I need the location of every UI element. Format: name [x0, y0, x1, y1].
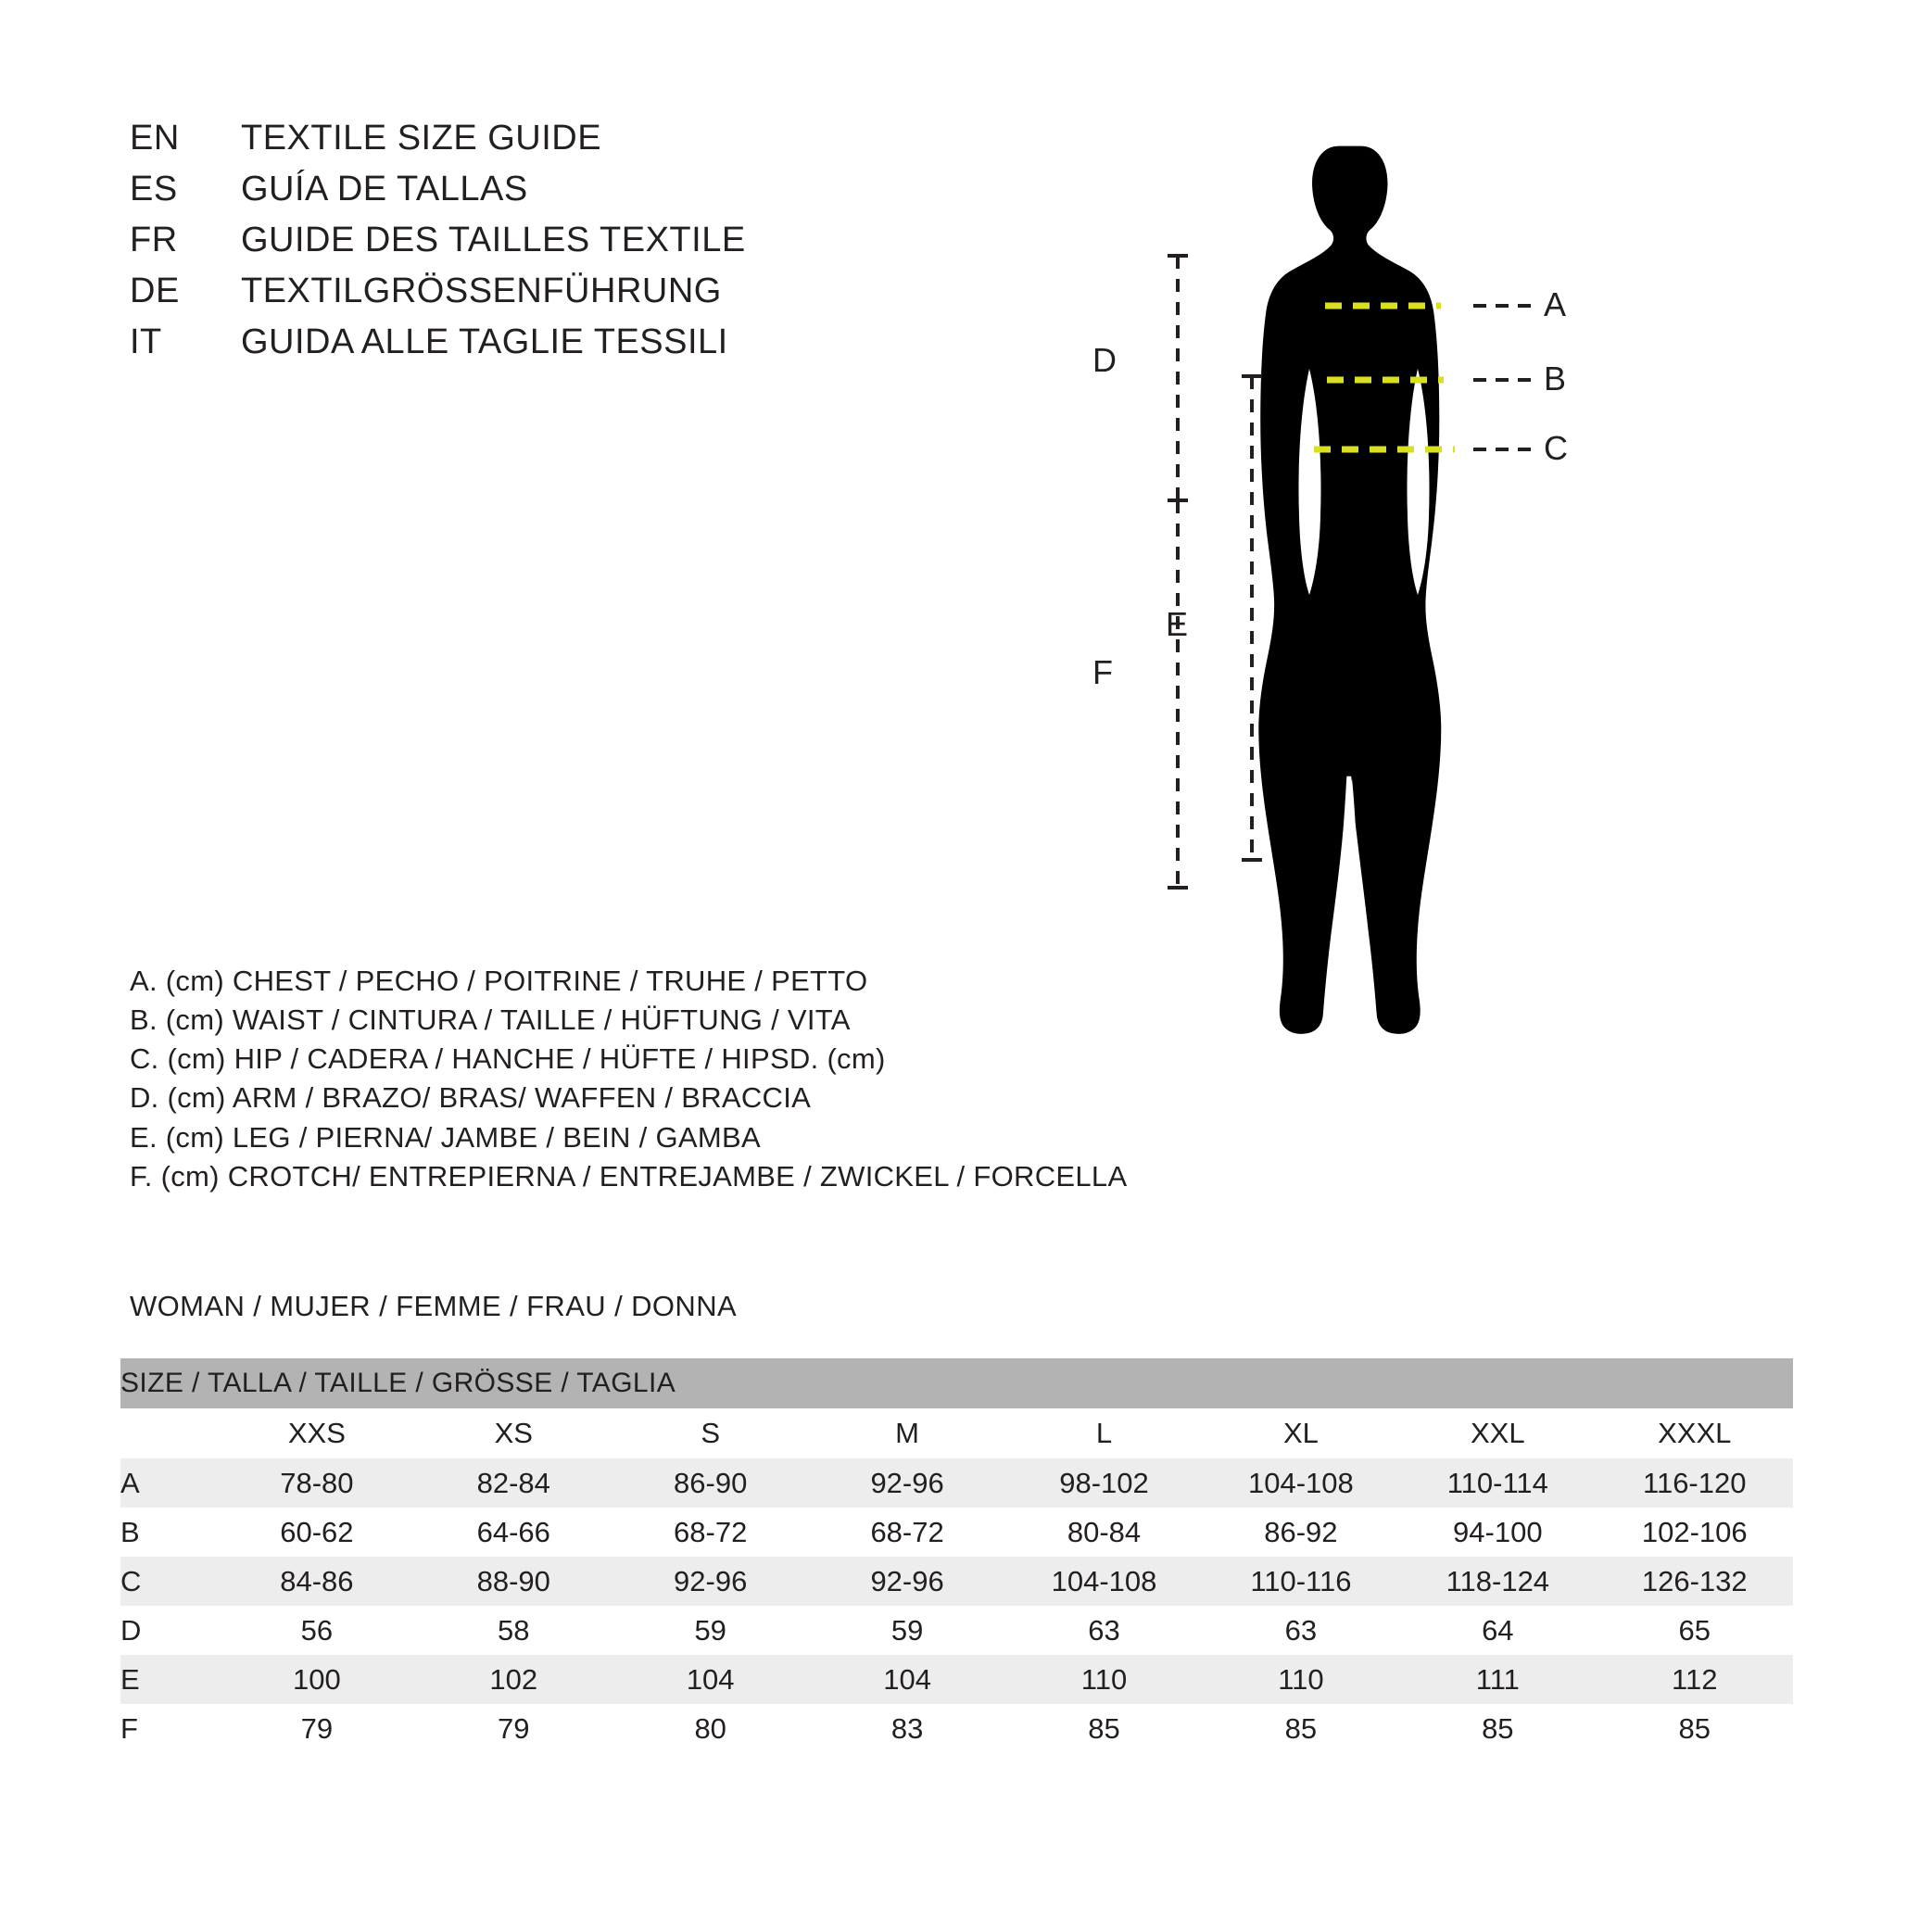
legend-item-a: A. (cm) CHEST / PECHO / POITRINE / TRUHE / PETTO [130, 965, 868, 997]
dimension-label-c: C [1544, 429, 1568, 467]
table-cell: 110 [1203, 1655, 1399, 1704]
table-cell: 64-66 [476, 1515, 550, 1548]
table-cell: 86-90 [612, 1458, 808, 1508]
table-corner-cell [120, 1408, 219, 1458]
table-cell: 82-84 [415, 1458, 612, 1508]
table-cell: 85 [1088, 1711, 1120, 1745]
table-cell: 85 [1482, 1711, 1514, 1745]
table-caption-row [120, 1358, 1793, 1408]
table-caption: SIZE / TALLA / TAILLE / GRÖSSE / TAGLIA [120, 1358, 1793, 1408]
legend-item-e: E. (cm) LEG / PIERNA/ JAMBE / BEIN / GAMBA [130, 1120, 761, 1154]
table-row-label: F [120, 1711, 138, 1745]
table-cell: 63 [1088, 1613, 1120, 1647]
legend-item-d: D. (cm) ARM / BRAZO/ BRAS/ WAFFEN / BRACCIA [130, 1081, 812, 1115]
legend-item-b: B. (cm) WAIST / CINTURA / TAILLE / HÜFTUNG / VITA [130, 1003, 851, 1037]
table-column-header: XXXL [1658, 1417, 1732, 1449]
table-row-label: D [120, 1613, 142, 1647]
table-cell: 88-90 [415, 1557, 612, 1606]
table-cell: 104 [612, 1655, 808, 1704]
table-cell: 83 [890, 1711, 924, 1745]
table-cell: 110-114 [1399, 1458, 1596, 1508]
title-row [130, 170, 890, 221]
title-lang-code: IT [130, 322, 162, 361]
table-cell: 104-108 [1005, 1557, 1202, 1606]
title-row [130, 322, 890, 373]
table-row-label: A [120, 1458, 219, 1508]
measurement-diagram [1092, 74, 1853, 1205]
table-cell: 78-80 [219, 1458, 415, 1508]
table-cell: 59 [890, 1613, 924, 1647]
table-cell: 94-100 [1453, 1515, 1543, 1548]
table-cell: 92-96 [612, 1557, 808, 1606]
title-text: TEXTILGRÖSSENFÜHRUNG [241, 271, 722, 310]
table-cell: 102-106 [1641, 1515, 1748, 1548]
table-cell: 60-62 [280, 1515, 354, 1548]
table-column-header: L [1095, 1417, 1113, 1449]
woman-silhouette [1190, 133, 1441, 1034]
title-lang-code: FR [130, 221, 178, 259]
table-cell: 85 [1678, 1711, 1711, 1745]
table-cell: 112 [1597, 1655, 1793, 1704]
table-column-header: XS [494, 1417, 533, 1449]
table-column-header: S [701, 1417, 721, 1449]
title-lang-code: EN [130, 119, 180, 158]
table-cell: 92-96 [809, 1458, 1005, 1508]
table-cell: 104 [809, 1655, 1005, 1704]
table-cell: 79 [498, 1711, 530, 1745]
legend-block [130, 962, 1195, 1196]
table-cell: 84-86 [219, 1557, 415, 1606]
figure-svg [1149, 74, 1853, 1205]
table-cell: 80 [694, 1711, 726, 1745]
legend-item-c: C. (cm) HIP / CADERA / HANCHE / HÜFTE / HIPSD. (cm) [130, 1042, 886, 1076]
table-cell: 126-132 [1597, 1557, 1793, 1606]
table-cell: 65 [1678, 1613, 1711, 1647]
dimension-label-a: A [1544, 285, 1567, 323]
table-row [120, 1557, 1793, 1606]
table-row [120, 1508, 1793, 1557]
dimension-label-b: B [1544, 360, 1567, 398]
table-cell: 111 [1399, 1655, 1596, 1704]
title-row [130, 119, 890, 170]
table-cell: 59 [694, 1613, 726, 1647]
title-lang-code: ES [130, 170, 178, 208]
title-text: GUÍA DE TALLAS [241, 170, 528, 208]
table-row-label: E [120, 1655, 219, 1704]
table-row [120, 1458, 1793, 1508]
table-cell: 116-120 [1597, 1458, 1793, 1508]
table-cell: 63 [1284, 1613, 1318, 1647]
title-lang-code: DE [130, 271, 180, 310]
table-cell: 56 [300, 1613, 334, 1647]
table-cell: 92-96 [809, 1557, 1005, 1606]
table-column-header: M [895, 1417, 919, 1449]
table-column-header: XL [1282, 1417, 1319, 1449]
table-column-header: XXL [1471, 1417, 1525, 1449]
group-label: WOMAN / MUJER / FEMME / FRAU / DONNA [130, 1290, 738, 1322]
title-row [130, 271, 890, 322]
table-cell: 79 [300, 1711, 334, 1745]
table-header-row [120, 1408, 1793, 1458]
legend-item-f: F. (cm) CROTCH/ ENTREPIERNA / ENTREJAMBE / ZWICKEL / FORCELLA [130, 1159, 1128, 1193]
dimension-label-d: D [1092, 341, 1117, 379]
table-cell: 110 [1005, 1655, 1202, 1704]
table-cell: 118-124 [1399, 1557, 1596, 1606]
table-row [120, 1655, 1793, 1704]
title-row [130, 221, 890, 271]
title-text: GUIDA ALLE TAGLIE TESSILI [241, 322, 728, 361]
table-cell: 85 [1284, 1711, 1318, 1745]
table-row [120, 1606, 1793, 1655]
table-cell: 64 [1482, 1613, 1514, 1647]
table-cell: 68-72 [870, 1515, 944, 1548]
table-row-label: C [120, 1557, 219, 1606]
table-cell: 100 [219, 1655, 415, 1704]
table-cell: 58 [498, 1613, 530, 1647]
dimension-label-e: E [1166, 605, 1189, 643]
title-text: TEXTILE SIZE GUIDE [241, 119, 602, 158]
table-cell: 104-108 [1203, 1458, 1399, 1508]
table-cell: 68-72 [674, 1515, 748, 1548]
table-column-header: XXS [287, 1417, 346, 1449]
dimension-label-f: F [1092, 653, 1113, 691]
size-table [120, 1358, 1793, 1753]
table-cell: 110-116 [1203, 1557, 1399, 1606]
title-text: GUIDE DES TAILLES TEXTILE [241, 221, 746, 259]
table-cell: 80-84 [1067, 1515, 1142, 1548]
table-cell: 86-92 [1264, 1515, 1338, 1548]
table-cell: 98-102 [1005, 1458, 1202, 1508]
table-row [120, 1704, 1793, 1753]
table-row-label: B [120, 1515, 140, 1548]
title-block [130, 119, 890, 373]
table-cell: 102 [415, 1655, 612, 1704]
